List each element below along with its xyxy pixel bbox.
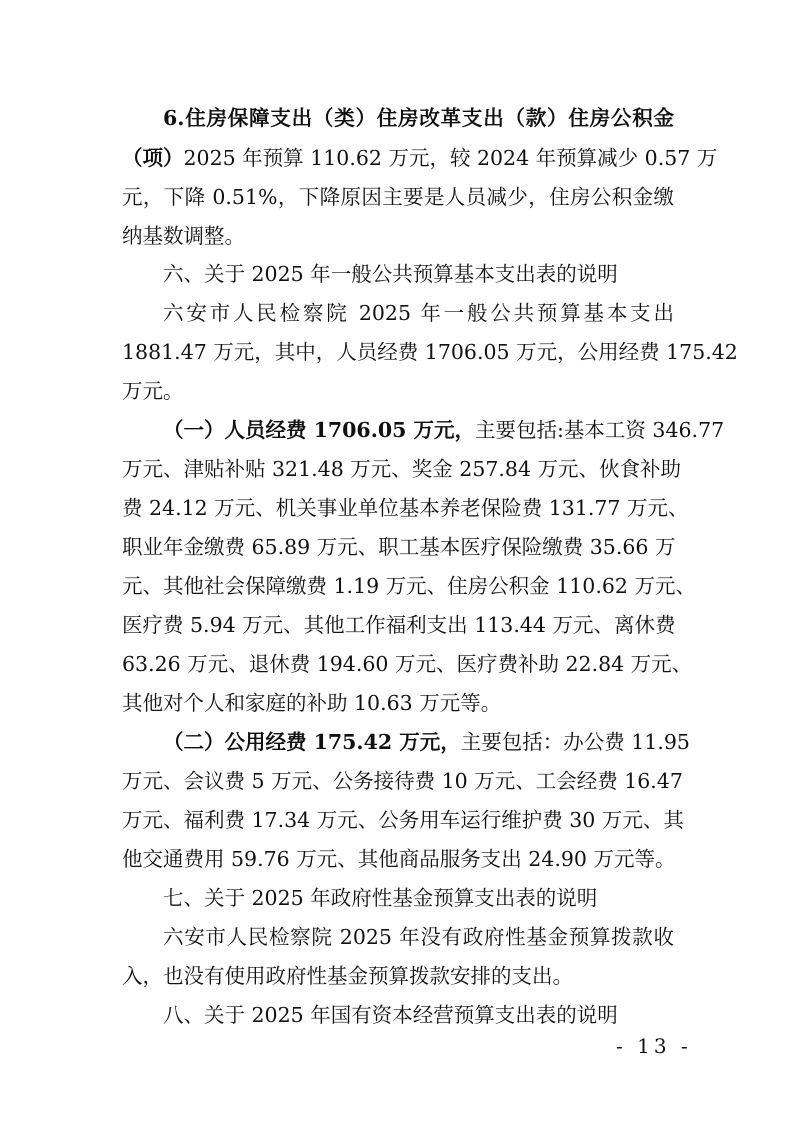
section6-para-line3: 万元。 [122, 379, 184, 403]
personnel-line5: 元、其他社会保障缴费 1.19 万元、住房公积金 110.62 万元、 [122, 574, 696, 598]
personnel-line6: 医疗费 5.94 万元、其他工作福利支出 113.44 万元、离休费 [122, 613, 676, 637]
personnel-heading: （一）人员经费 1706.05 万元， [163, 418, 475, 442]
personnel-line3: 费 24.12 万元、机关事业单位基本养老保险费 131.77 万元、 [122, 496, 689, 520]
section6-para-line2: 1881.47 万元，其中，人员经费 1706.05 万元，公用经费 175.42 [122, 340, 738, 364]
public-line3: 万元、福利费 17.34 万元、公务用车运行维护费 30 万元、其 [122, 808, 684, 832]
personnel-line8: 其他对个人和家庭的补助 10.63 万元等。 [122, 691, 502, 715]
public-line1 [163, 726, 690, 758]
item6-title-line1: 6.住房保障支出（类）住房改革支出（款）住房公积金 [163, 106, 674, 130]
section6-heading: 六、关于 2025 年一般公共预算基本支出表的说明 [163, 262, 618, 286]
section7-para-line2: 入，也没有使用政府性基金预算拨款安排的支出。 [122, 964, 573, 988]
section7-heading: 七、关于 2025 年政府性基金预算支出表的说明 [163, 886, 598, 910]
public-line1-text: 主要包括：办公费 11.95 [460, 730, 690, 754]
item6-line3: 元，下降 0.51%，下降原因主要是人员减少，住房公积金缴 [122, 185, 674, 209]
section8-heading: 八、关于 2025 年国有资本经营预算支出表的说明 [163, 1003, 618, 1027]
item6-title-end: （项） [122, 146, 184, 170]
item6-line2 [122, 142, 718, 174]
section7-para-line1: 六安市人民检察院 2025 年没有政府性基金预算拨款收 [163, 925, 674, 949]
public-line2: 万元、会议费 5 万元、公务接待费 10 万元、工会经费 16.47 [122, 769, 683, 793]
personnel-line1-text: 主要包括:基本工资 346.77 [475, 418, 725, 442]
item6-line2-text: 2025 年预算 110.62 万元，较 2024 年预算减少 0.57 万 [183, 146, 718, 170]
personnel-line2: 万元、津贴补贴 321.48 万元、奖金 257.84 万元、伙食补助 [122, 457, 682, 481]
page-number: - 13 - [616, 1034, 692, 1058]
personnel-line7: 63.26 万元、退休费 194.60 万元、医疗费补助 22.84 万元、 [122, 652, 693, 676]
personnel-line4: 职业年金缴费 65.89 万元、职工基本医疗保险缴费 35.66 万 [122, 535, 676, 559]
section6-para-line1: 六安市人民检察院 2025 年一般公共预算基本支出 [163, 301, 674, 325]
public-heading: （二）公用经费 175.42 万元， [163, 730, 461, 754]
item6-line4: 纳基数调整。 [122, 224, 245, 248]
personnel-line1 [163, 414, 725, 446]
public-line4: 他交通费用 59.76 万元、其他商品服务支出 24.90 万元等。 [122, 847, 676, 871]
